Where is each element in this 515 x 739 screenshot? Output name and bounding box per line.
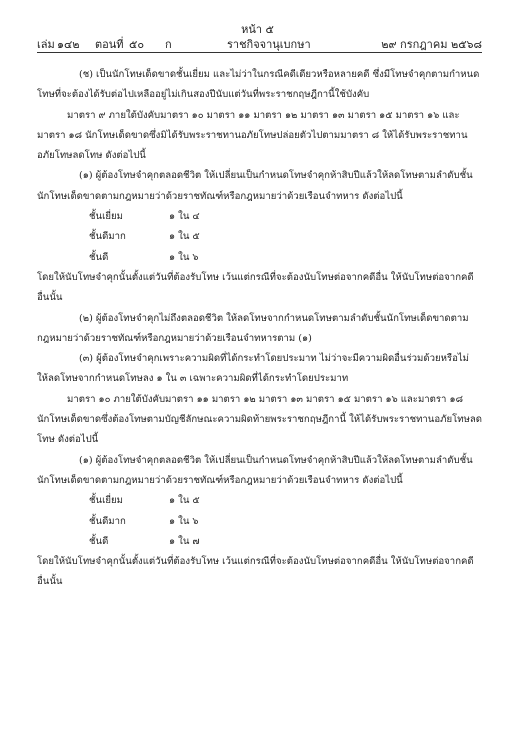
class-label: ชั้นดี <box>89 535 109 547</box>
list-item <box>37 532 482 552</box>
class-label: ชั้นดี <box>89 251 109 263</box>
paragraph-section-10-item-1: (๑) ผู้ต้องโทษจำคุกตลอดชีวิต ให้เปลี่ยนเป็นกำหนดโทษจำคุกห้าสิบปีแล้วให้ลดโทษตามลำดับชั้นนักโทษเด็ดขาดตามกฎหมายว่าด้วยราชทัณฑ์หรือกฎหมายว่าด้วยเรือนจำทหาร ดังต่อไปนี้ <box>37 454 473 486</box>
volume-number: ๑๔๒ <box>57 38 80 51</box>
paragraph-count-from: โดยให้นับโทษจำคุกนั้นตั้งแต่วันที่ต้องรับโทษ เว้นแต่กรณีที่จะต้องนับโทษต่อจากคดีอื่น ให้นับโทษต่อจากคดีอื่นนั้น <box>37 271 474 304</box>
gazette-header <box>37 35 482 49</box>
list-item <box>37 512 482 532</box>
paragraph-section-9: มาตรา ๙ ภายใต้บังคับมาตรา ๑๐ มาตรา ๑๑ มาตรา ๑๒ มาตรา ๑๓ มาตรา ๑๕ มาตรา ๑๖ และมาตรา ๑๘ นักโทษเด็ดขาดซึ่งมิได้รับพระราชทานอภัยโทษปล่อยตัวไปตามมาตรา ๘ ให้ได้รับพระราชทานอภัยโทษลดโทษ ดังต่อไปนี้ <box>37 109 468 162</box>
publication-date: ๒๙ กรกฎาคม ๒๕๖๘ <box>381 38 482 51</box>
document-body <box>37 65 482 593</box>
reduction-value: ๑ ใน ๔ <box>169 211 200 223</box>
list-item <box>37 227 482 247</box>
list-item <box>37 207 482 227</box>
part-number: ๕๐ <box>129 38 145 51</box>
paragraph-section-9-item-3: (๓) ผู้ต้องโทษจำคุกเพราะความผิดที่ได้กระทำโดยประมาท ไม่ว่าจะมีความผิดอื่นร่วมด้วยหรือไม่ ให้ลดโทษจากกำหนดโทษลง ๑ ใน ๓ เฉพาะความผิดที่ได้กระทำโดยประมาท <box>37 353 469 385</box>
class-label: ชั้นเยี่ยม <box>89 211 123 223</box>
part-label: ตอนที่ <box>95 38 124 51</box>
class-label: ชั้นดีมาก <box>89 515 126 527</box>
class-label: ชั้นดีมาก <box>89 231 126 243</box>
reduction-list-2 <box>37 491 482 552</box>
reduction-list-1 <box>37 207 482 268</box>
class-label: ชั้นเยี่ยม <box>89 495 123 507</box>
reduction-value: ๑ ใน ๕ <box>169 495 200 507</box>
paragraph-section-9-item-2: (๒) ผู้ต้องโทษจำคุกไม่ถึงตลอดชีวิต ให้ลดโทษจากกำหนดโทษตามลำดับชั้นนักโทษเด็ดขาดตามกฎหมายว่าด้วยราชทัณฑ์หรือกฎหมายว่าด้วยเรือนจำทหารตาม (๑) <box>37 312 469 344</box>
list-item <box>37 491 482 511</box>
reduction-value: ๑ ใน ๗ <box>169 535 200 547</box>
section-letter: ก <box>165 38 172 51</box>
paragraph-section-10: มาตรา ๑๐ ภายใต้บังคับมาตรา ๑๑ มาตรา ๑๒ มาตรา ๑๓ มาตรา ๑๕ มาตรา ๑๖ และมาตรา ๑๘ นักโทษเด็ดขาดซึ่งต้องโทษตามบัญชีลักษณะความผิดท้ายพระราชกฤษฎีกานี้ ให้ได้รับพระราชทานอภัยโทษลดโทษ ดังต่อไปนี้ <box>37 393 482 446</box>
paragraph-clause-7: (ช) เป็นนักโทษเด็ดขาดชั้นเยี่ยม และไม่ว่าในกรณีคดีเดียวหรือหลายคดี ซึ่งมีโทษจำคุกตามกำหนดโทษที่จะต้องได้รับต่อไปเหลืออยู่ไม่เกินสองปีนับแต่วันที่พระราชกฤษฎีกานี้ใช้บังคับ <box>37 69 480 101</box>
reduction-value: ๑ ใน ๖ <box>169 515 199 527</box>
reduction-value: ๑ ใน ๖ <box>169 251 199 263</box>
header-divider <box>37 52 482 53</box>
reduction-value: ๑ ใน ๕ <box>169 231 200 243</box>
paragraph-section-9-item-1: (๑) ผู้ต้องโทษจำคุกตลอดชีวิต ให้เปลี่ยนเป็นกำหนดโทษจำคุกห้าสิบปีแล้วให้ลดโทษตามลำดับชั้นนักโทษเด็ดขาดตามกฎหมายว่าด้วยราชทัณฑ์หรือกฎหมายว่าด้วยเรือนจำทหาร ดังต่อไปนี้ <box>37 170 473 202</box>
paragraph-count-from: โดยให้นับโทษจำคุกนั้นตั้งแต่วันที่ต้องรับโทษ เว้นแต่กรณีที่จะต้องนับโทษต่อจากคดีอื่น ให้นับโทษต่อจากคดีอื่นนั้น <box>37 556 474 588</box>
volume-label: เล่ม <box>37 38 55 51</box>
list-item <box>37 248 482 268</box>
page-number: หน้า ๕ <box>241 23 274 36</box>
gazette-title: ราชกิจจานุเบกษา <box>227 38 311 51</box>
